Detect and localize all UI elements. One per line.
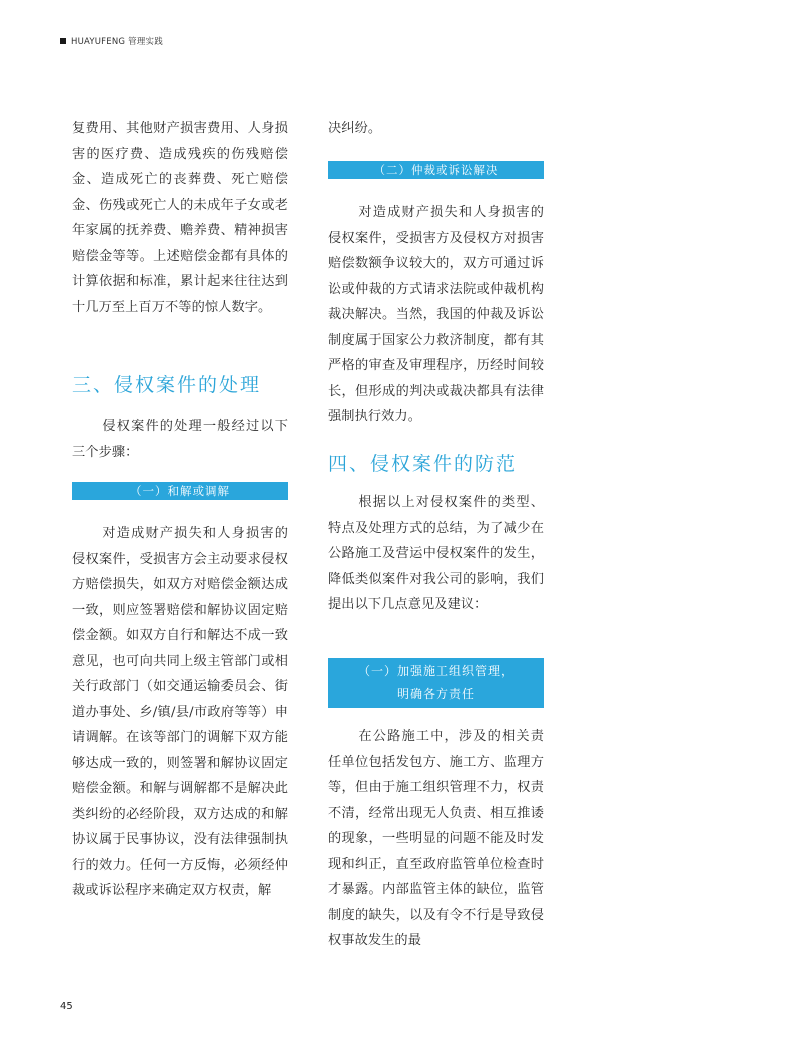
- subsection-1-title: （一）和解或调解: [130, 484, 230, 498]
- left-paragraph-2: 侵权案件的处理一般经过以下三个步骤：: [72, 419, 288, 460]
- right-paragraph-2: 对造成财产损失和人身损害的侵权案件，受损害方及侵权方对损害赔偿数额争议较大的，双方可通过诉讼或仲裁的方式请求法院或仲裁机构裁决解决。当然，我国的仲裁及诉讼制度属于国家公力救济制度，都有其严格的审查及审理程序，历经时间较长，但形成的判决或裁决都具有法律强制执行效力。: [328, 205, 544, 424]
- subsection-1-bar: [72, 482, 288, 500]
- subsection-2-bar: [328, 161, 544, 179]
- header-text: HUAYUFENG 管理实践: [71, 37, 163, 47]
- page-number: 45: [60, 1001, 73, 1012]
- right-paragraph-3: 根据以上对侵权案件的类型、特点及处理方式的总结，为了减少在公路施工及营运中侵权案件的发生，降低类似案件对我公司的影响，我们提出以下几点意见及建议：: [328, 495, 544, 612]
- right-paragraph-1: 决纠纷。: [328, 121, 382, 136]
- running-header: [60, 34, 163, 48]
- subsection-3-title-line2: 明确各方责任: [396, 687, 475, 701]
- section-4-title: 四、侵权案件的防范: [328, 453, 518, 475]
- left-paragraph-3: 对造成财产损失和人身损害的侵权案件，受损害方会主动要求侵权方赔偿损失，如双方对赔偿金额达成一致，则应签署赔偿和解协议固定赔偿金额。如双方自行和解达不成一致意见，也可向共同上级主管部门或相关行政部门（如交通运输委员会、街道办事处、乡/镇/县/市政府等等）申请调解。在该等部门的调解下双方能够达成一致的，则签署和解协议固定赔偿金额。和解与调解都不是解决此类纠纷的必经阶段，双方达成的和解协议属于民事协议，没有法律强制执行的效力。任何一方反悔，必须经仲裁或诉讼程序来确定双方权责，解: [72, 526, 288, 898]
- section-3-title: 三、侵权案件的处理: [72, 374, 262, 396]
- subsection-3-title-line1: （一）加强施工组织管理，: [357, 664, 514, 678]
- left-paragraph-1: 复费用、其他财产损害费用、人身损害的医疗费、造成残疾的伤残赔偿金、造成死亡的丧葬费、死亡赔偿金、伤残或死亡人的未成年子女或老年家属的抚养费、赡养费、精神损害赔偿金等等。上述赔偿金都有具体的计算依据和标准，累计起来往往达到十几万至上百万不等的惊人数字。: [72, 121, 288, 315]
- right-paragraph-4: 在公路施工中，涉及的相关责任单位包括发包方、施工方、监理方等，但由于施工组织管理不力，权责不清，经常出现无人负责、相互推诿的现象，一些明显的问题不能及时发现和纠正，直至政府监管单位检查时才暴露。内部监管主体的缺位，监管制度的缺失，以及有令不行是导致侵权事故发生的最: [328, 729, 544, 948]
- subsection-2-title: （二）仲裁或诉讼解决: [373, 163, 499, 177]
- subsection-3-bar: [328, 658, 544, 708]
- header-square-icon: [60, 38, 66, 44]
